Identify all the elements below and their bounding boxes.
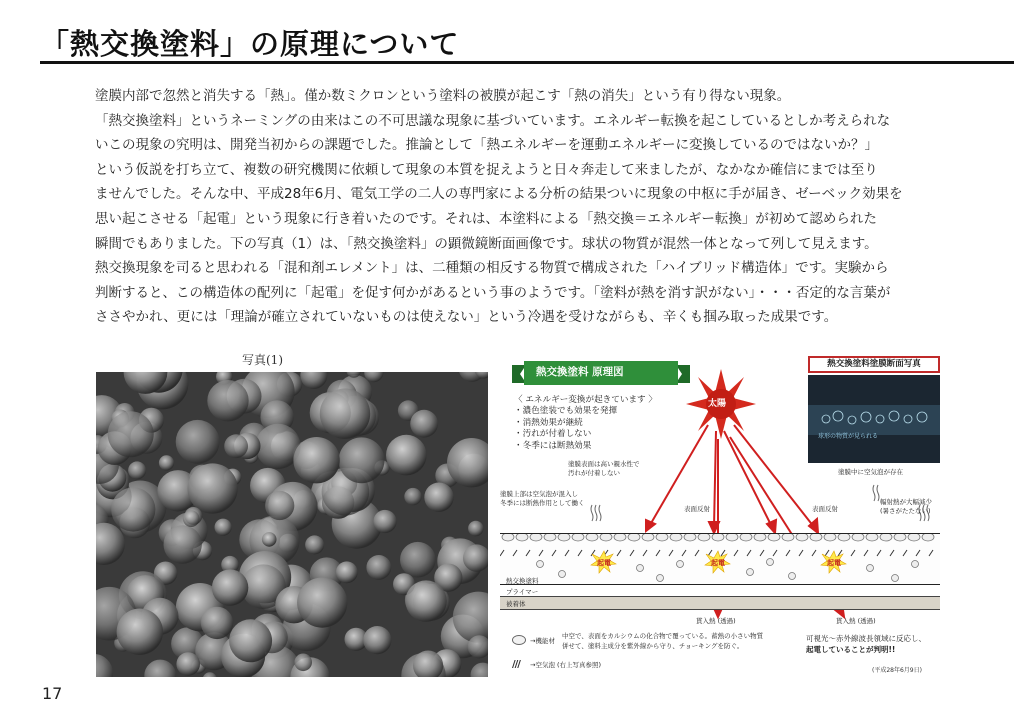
embedded-bubble [677,561,684,568]
hatch-mark [513,550,517,556]
note-bubbles-line: 冬季には断熱作用として働く [500,499,585,507]
surface-bubble [894,534,906,541]
hatch-mark [565,550,569,556]
effects-heading: 〈 エネルギー変換が起きています 〉 [514,395,657,405]
hatch-mark [552,550,556,556]
microscope-sphere [424,483,453,512]
microscope-sphere [215,519,232,536]
microscope-sphere [176,652,200,676]
legend-bubble-label: →機能材 [530,637,555,645]
kiden-label: 起電 [711,559,725,567]
microscope-sphere [262,532,277,547]
microscope-sphere [366,555,391,580]
radiant-heat-line: 輻射熱が大幅減少 [880,498,932,506]
microscope-image [96,372,488,677]
surface-bubble [502,534,514,541]
surface-bubble [824,534,836,541]
microscope-sphere [188,463,238,513]
surface-bubble [586,534,598,541]
hatch-mark [916,550,920,556]
effects-item: ・濃色塗装でも効果を発揮 [514,406,618,417]
microscope-sphere [468,521,483,536]
photo-caption: 写真(1) [242,353,283,367]
surface-bubble [852,534,864,541]
hatch-mark [695,550,699,556]
note-bubbles [500,490,585,508]
hatch-mark [630,550,634,556]
surface-bubble [754,534,766,541]
body-line: 瞬間でもありました。下の写真（1）は、「熱交換塗料」の顕微鏡断面画像です。球状の物質が混然一体となって列して見えます。 [95,235,878,252]
page-title: 「熱交換塗料」の原理について [40,27,460,61]
microscope-sphere [363,626,391,654]
surface-bubble [740,534,752,541]
legend-lines-icon: /// [512,659,520,670]
body-line: 判断すると、この構造体の配列に「起電」を促す何かがあるという事のようです。「塗料が熱を消す訳がない」・・・否定的な言葉が [95,284,891,301]
microscope-sphere [305,535,324,554]
hatch-mark [890,550,894,556]
hatch-mark [864,550,868,556]
microscope-sphere [212,569,248,605]
microscope-sphere [297,578,347,628]
surface-bubble [768,534,780,541]
microscope-sphere [224,434,248,458]
surface-bubble [530,534,542,541]
primer-layer [500,585,940,597]
effects-item: ・冬季には断熱効果 [514,440,592,451]
microscope-sphere [159,455,174,470]
body-line: という仮説を打ち立て、複数の研究機関に依頼して現象の本質を捉えようと日々奔走して来ましたが、なかなか確信にまでは至り [95,161,878,178]
hatch-mark [617,550,621,556]
embedded-bubble [747,569,754,576]
surface-bubble [810,534,822,541]
microscope-sphere [339,437,385,483]
microscope-sphere [117,609,163,655]
hatch-mark [734,550,738,556]
microscope-sphere [265,491,294,520]
microscope-sphere [176,420,220,464]
embedded-bubble [892,575,899,582]
surface-bubble [782,534,794,541]
embedded-bubble [789,573,796,580]
note-bubbles-line: 塗膜上部は空気泡が混入し [500,490,578,498]
note-surface-line: 汚れが付着しない [568,469,620,477]
surface-bubble [642,534,654,541]
inset-photo-caption: 塗膜中に空気泡が存在 [838,468,903,476]
coat-layer-label: 熱交換塗料 [506,577,539,585]
surface-bubble [558,534,570,541]
surface-reflect-label: 表面反射 [812,505,838,513]
surface-bubble [572,534,584,541]
surface-bubble [544,534,556,541]
embedded-bubble [657,575,664,582]
kiden-label: 起電 [827,559,841,567]
pass-heat-label: 貫入熱 (透過) [836,617,876,625]
radiant-heat-line: (暑さがたたない) [880,507,931,515]
microscope-sphere [183,510,200,527]
microscope-sphere [108,411,154,457]
surface-bubble [866,534,878,541]
surface-bubble [670,534,682,541]
microscope-sphere [336,561,358,583]
substrate-layer [500,597,940,610]
result-note [806,633,926,655]
body-line: 思い起こさせる「起電」という現象に行き着いたのです。それは、本塗料による「熱交換＝エネルギー転換」が初めて認められた [95,210,877,227]
hatch-mark [500,550,504,556]
legend-lines-label: →空気泡 (右上写真参照) [530,661,602,669]
embedded-bubble [537,561,544,568]
legend-bubble-desc [562,631,763,651]
body-paragraph [95,84,965,330]
title-rule [40,61,1014,64]
body-line: 「熱交換塗料」というネーミングの由来はこの不可思議な現象に基づいています。エネルギー転換を起こしているとしか考えられな [95,112,891,129]
kiden-label: 起電 [597,559,611,567]
hatch-mark [760,550,764,556]
surface-bubble [656,534,668,541]
hatch-mark [786,550,790,556]
hatch-mark [799,550,803,556]
microscope-sphere [201,607,233,639]
microscope-sphere [373,510,396,533]
hatch-mark [682,550,686,556]
principle-diagram [500,355,960,685]
effects-item: ・汚れが付着しない [514,429,592,440]
microscope-sphere [293,437,339,483]
diagram-banner-title: 熱交換塗料 原理図 [536,366,624,378]
hatch-mark [877,550,881,556]
legend-desc-line: 中空で、表面をカルシウムの化合物で覆っている。蓄熱の小さい物質 [562,632,764,640]
microscope-sphere [128,461,146,479]
body-line: 塗膜内部で忽然と消失する「熱」。僅か数ミクロンという塗料の被膜が起こす「熱の消失」という有り得ない現象。 [95,88,791,104]
surface-bubble [880,534,892,541]
embedded-bubble [637,565,644,572]
surface-bubble [712,534,724,541]
effects-item: ・消熱効果が継続 [514,417,583,428]
microscope-sphere [294,654,312,672]
inset-photo [808,375,940,463]
substrate-layer-label: 被着体 [506,600,526,608]
hatch-mark [656,550,660,556]
microscope-sphere [386,435,427,476]
microscope-sphere [164,525,202,563]
hatch-mark [903,550,907,556]
paint-layers [500,533,940,613]
body-line: いこの現象の究明は、開発当初からの課題でした。推論として「熱エネルギーを運動エネルギーに変換しているのではないか？」 [95,137,878,154]
hatch-mark [643,550,647,556]
result-line: 可視光～赤外線波長領域に反応し、 [806,634,926,643]
date-note: (平成28年6月9日) [872,667,922,674]
embedded-bubble [867,565,874,572]
microscope-sphere [229,619,272,662]
inset-photo-image [808,375,940,463]
surface-bubble [628,534,640,541]
microscope-sphere [404,488,421,505]
surface-bubble [838,534,850,541]
hatch-mark [539,550,543,556]
microscope-photo [96,372,488,677]
note-surface [568,460,640,478]
body-line: 熱交換現象を司ると思われる「混和剤エレメント」は、二種類の相反する物質で構成された「ハイブリッド構造体」です。実験から [95,260,889,277]
surface-bubble [796,534,808,541]
page-number: 17 [42,684,63,703]
surface-bubble [922,534,934,541]
microscope-sphere [400,542,436,578]
hatch-mark [812,550,816,556]
surface-bubble [698,534,710,541]
primer-layer-label: プライマー [506,588,539,596]
radiant-heat-note [880,498,932,516]
sun-label: 太陽 [708,399,727,409]
coat-layer [500,533,940,585]
hatch-mark [669,550,673,556]
microscope-sphere [111,487,155,531]
result-line: 起電していることが判明!! [806,645,896,654]
hatch-mark [747,550,751,556]
hatch-mark [578,550,582,556]
microscope-sphere [207,380,248,421]
embedded-bubble [559,571,566,578]
hatch-mark [929,550,933,556]
surface-bubble [908,534,920,541]
embedded-bubble [912,561,919,568]
inset-photo-title: 熱交換塗料塗膜断面写真 [808,356,940,373]
pass-heat-label: 貫入熱 (透過) [696,617,736,625]
body-line: ませんでした。そんな中、平成28年6月、電気工学の二人の専門家による分析の結果ついに現象の中枢に手が届き、ゼーベック効果を [95,186,903,203]
hatch-mark [851,550,855,556]
microscope-sphere [320,389,370,439]
inset-photo-overlay: 球形の物質が見られる [818,433,879,440]
microscope-sphere [410,410,438,438]
surface-bubble [600,534,612,541]
surface-reflect-label: 表面反射 [684,505,710,513]
legend-desc-line: 併せて、塗料主成分を紫外線から守り、チョーキングを防ぐ。 [562,642,744,650]
hatch-mark [773,550,777,556]
embedded-bubble [767,559,774,566]
body-line: ささやかれ、更には「理論が確立されていないものは使えない」という冷遇を受けながらも、辛くも掴み取った成果です。 [95,309,838,326]
hatch-mark [526,550,530,556]
surface-bubble [726,534,738,541]
hatch-mark [825,550,829,556]
microscope-sphere [405,580,446,621]
surface-bubble [684,534,696,541]
surface-bubble [516,534,528,541]
surface-bubble [614,534,626,541]
legend-bubble-icon [512,635,526,645]
note-surface-line: 塗膜表面は高い親水性で [568,460,640,468]
